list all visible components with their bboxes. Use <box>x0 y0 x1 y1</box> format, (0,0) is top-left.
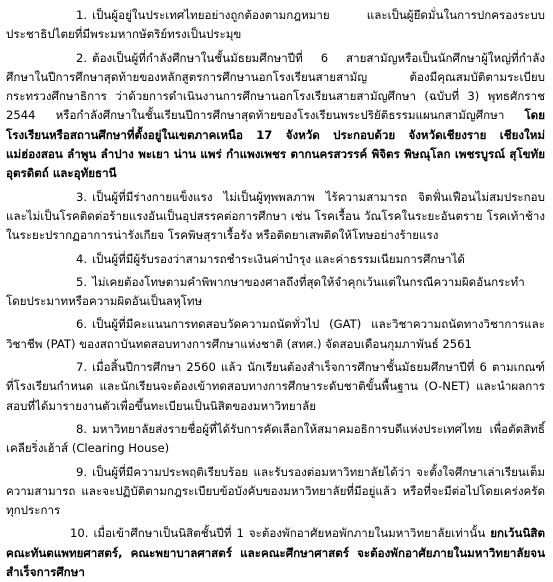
item-text: ไม่เคยต้องโทษตามคำพิพากษาของศาลถึงที่สุดให้จำคุกเว้นแต่ในกรณีความผิดอันกระทำโดยประมาทหรือความผิดอันเป็นลหุโทษ <box>6 274 525 309</box>
list-item <box>6 524 545 582</box>
item-text: ต้องเป็นผู้ที่กำลังศึกษาในชั้นมัธยมศึกษาปีที่ 6 สายสามัญหรือเป็นนักศึกษาผู้ใหญ่ที่กำลังศึกษาในปีการศึกษาสุดท้ายของหลักสูตรการศึกษานอกโรงเรียนสายสามัญ ต้องมีคุณสมบัติตามระเบียบ กระทรวงศึกษาธิการ ว่าด้วยการดำเนินงานการศึกษานอกโรงเรียนสายสามัญศึกษา (ฉบับที่ 3) พุทธศักราช 2544 หรือกำลังศึกษาในชั้นเรียนปีการศึกษาสุดท้ายของโรงเรียนพระปริยัติธรรมแผนกสามัญศึกษา <box>6 50 545 123</box>
item-number: 6. <box>76 317 88 332</box>
item-number: 1. <box>76 8 88 22</box>
item-text: เมื่อเข้าศึกษาเป็นนิสิตชั้นปีที่ 1 จะต้องพักอาศัยหอพักภายในมหาวิทยาลัยเท่านั้น <box>93 526 486 541</box>
item-number: 10. <box>70 526 89 541</box>
list-item <box>6 358 545 416</box>
list-item <box>6 420 545 459</box>
item-text: เป็นผู้ที่มีร่างกายแข็งแรง ไม่เป็นผู้ทุพพลภาพ ไร้ความสามารถ จิตฟั่นเฟือนไม่สมประกอบ และไม่เป็นโรคติดต่อร้ายแรงอันเป็นอุปสรรคต่อการศึกษา เช่น โรคเรื้อน วัณโรคในระยะอันตราย โรคเท้าช้างในระยะปรากฏอาการน่ารังเกียจ โรคพิษสุราเรื้อรัง หรือติดยาเสพติดให้โทษอย่างร้ายแรง <box>6 189 545 243</box>
item-text-bold: ยกเว้นนิสิตคณะทันตแพทยศาสตร์, คณะพยาบาลศาสตร์ และคณะศึกษาศาสตร์ จะต้องพักอาศัยภายในมหาวิทยาลัยจน สำเร็จการศึกษา <box>6 526 546 580</box>
list-item <box>6 273 545 312</box>
list-item <box>6 315 545 354</box>
item-text: เป็นผู้ที่มีคะแนนการทดสอบวัดความถนัดทั่วไป (GAT) และวิชาความถนัดทางวิชาการและวิชาชีพ (PAT) ของสถาบันทดสอบทางการศึกษาแห่งชาติ (สทศ.) จัดสอบเดือนกุมภาพันธ์ 2561 <box>6 317 545 351</box>
item-number: 4. <box>76 251 88 266</box>
item-text: เป็นผู้ที่มีผู้รับรองว่าสามารถชำระเงินค่าบำรุง และค่าธรรมเนียมการศึกษาได้ <box>92 251 465 266</box>
list-item <box>6 250 545 269</box>
list-item <box>6 463 545 521</box>
item-number: 7. <box>76 360 88 375</box>
item-number: 3. <box>76 189 88 204</box>
list-item <box>6 49 545 184</box>
list-item <box>6 188 545 246</box>
item-text: เป็นผู้ที่มีความประพฤติเรียบร้อย และรับรองต่อมหาวิทยาลัยได้ว่า จะตั้งใจศึกษาเล่าเรียนเต็มความสามารถ และจะปฏิบัติตามกฎระเบียบข้อบังคับของมหาวิทยาลัยที่มีอยู่แล้ว หรือที่จะมีต่อไปโดยเคร่งครัดทุกประการ <box>6 464 545 518</box>
item-number: 9. <box>76 464 88 479</box>
item-text-bold: โดยโรงเรียนหรือสถานศึกษาที่ตั้งอยู่ในเขตภาคเหนือ 17 จังหวัด ประกอบด้วย จังหวัดเชียงราย เชียงใหม่ แม่ฮ่องสอน ลำพูน ลำปาง พะเยา น่าน แพร่ กำแพงเพชร ตากนครสวรรค์ พิจิตร พิษณุโลก เพชรบูรณ์ สุโขทัย อุตรดิตถ์ และอุทัยธานี <box>6 108 545 181</box>
item-number: 5. <box>76 274 88 289</box>
item-text: เป็นผู้อยู่ในประเทศไทยอย่างถูกต้องตามกฎหมาย และเป็นผู้ยึดมั่นในการปกครองระบบประชาธิปไตยที่มีพระมหากษัตริย์ทรงเป็นประมุข <box>6 8 545 42</box>
item-text: เมื่อสิ้นปีการศึกษา 2560 แล้ว นักเรียนต้องสำเร็จการศึกษาชั้นมัธยมศึกษาปีที่ 6 ตามเกณฑ์ที่โรงเรียนกำหนด และนักเรียนจะต้องเข้าทดสอบทางการศึกษาระดับชาติขั้นพื้นฐาน (O-NET) และนำผลการสอบที่ได้มารายงานตัวเพื่อขึ้นทะเบียนเป็นนิสิตของมหาวิทยาลัย <box>6 360 545 413</box>
item-number: 8. <box>76 421 88 436</box>
item-text: มหาวิทยาลัยส่งรายชื่อผู้ที่ได้รับการคัดเลือกให้สมาคมอธิการบดีแห่งประเทศไทย เพื่อตัดสิทธิ์เคลียริ่งเฮ้าส์ (Clearing House) <box>6 421 545 456</box>
item-number: 2. <box>76 50 88 65</box>
list-item <box>6 6 545 45</box>
